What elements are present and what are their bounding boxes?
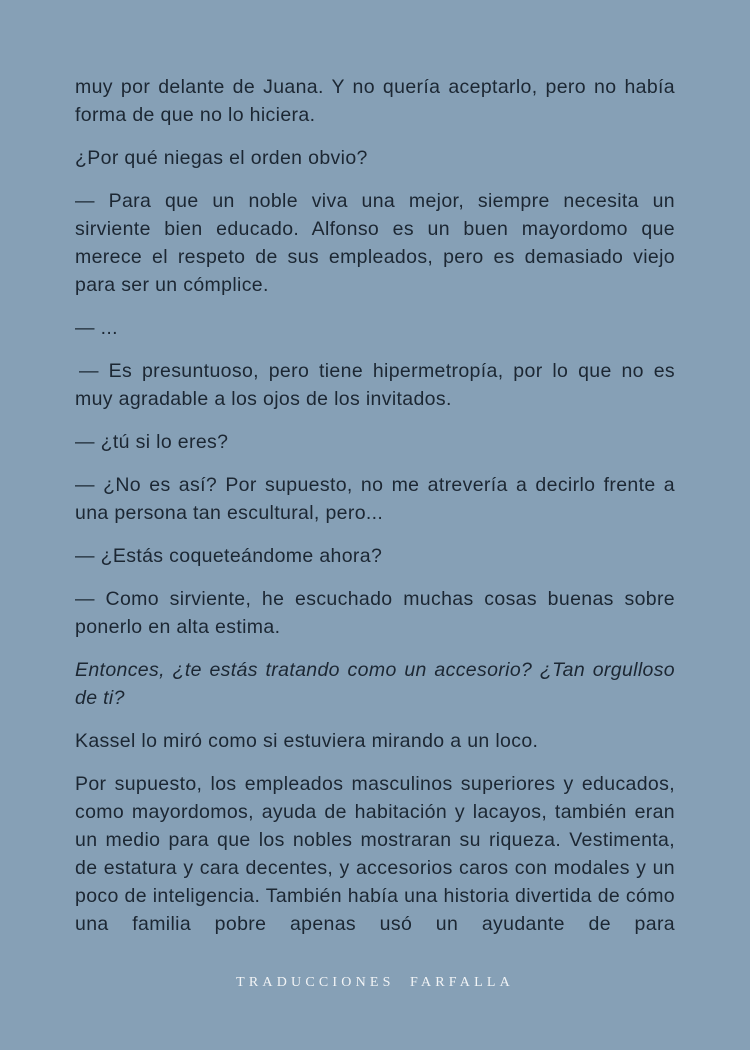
dialogue-line: — ¿tú si lo eres? (75, 431, 229, 453)
paragraph: Por supuesto, los empleados masculinos superiores y educados, como mayordomos, ayuda de habitación y lacayos, también eran un medio para que los nobles mostraran su riqueza. Vestimenta, de estatura y cara decentes, y accesorios caros con modales y un poco de inteligencia. También había una historia divertida de cómo una familia pobre apenas usó un ayudante de para (75, 773, 675, 935)
dialogue-line: — ¿Estás coqueteándome ahora? (75, 545, 383, 567)
dialogue-line: — Para que un noble viva una mejor, siempre necesita un sirviente bien educado. Alfonso es un buen mayordomo que merece el respeto de sus empleados, pero es demasiado viejo para ser un cómplice. (75, 190, 675, 296)
footer-credit: TRADUCCIONES FARFALLA (236, 975, 514, 990)
paragraph: ¿Por qué niegas el orden obvio? (75, 147, 368, 169)
inner-thought: Entonces, ¿te estás tratando como un accesorio? ¿Tan orgulloso de ti? (75, 659, 675, 709)
paragraph: muy por delante de Juana. Y no quería aceptarlo, pero no había forma de que no lo hiciera. (75, 76, 675, 126)
dialogue-line: — ¿No es así? Por supuesto, no me atrevería a decirlo frente a una persona tan escultural, pero... (75, 474, 675, 524)
page-body (75, 73, 675, 938)
paragraph: Kassel lo miró como si estuviera mirando a un loco. (75, 730, 539, 752)
dialogue-line: — ... (75, 317, 118, 339)
dialogue-line: — Como sirviente, he escuchado muchas cosas buenas sobre ponerlo en alta estima. (75, 588, 675, 638)
dialogue-line: — Es presuntuoso, pero tiene hipermetropía, por lo que no es muy agradable a los ojos de los invitados. (75, 360, 675, 410)
